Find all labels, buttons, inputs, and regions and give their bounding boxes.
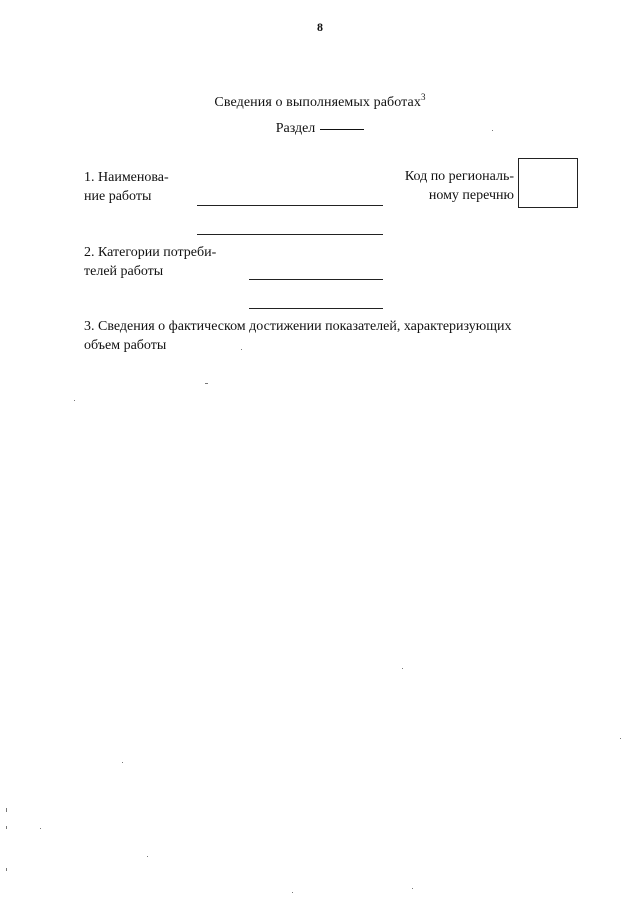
item2-label-line1: 2. Категории потреби- (84, 245, 217, 260)
section-line (0, 121, 640, 137)
item3-label (84, 317, 584, 355)
code-label (380, 167, 514, 205)
item1-label-line2: ние работы (84, 189, 152, 204)
code-box[interactable] (518, 158, 578, 208)
section-label: Раздел (275, 121, 316, 136)
scan-speck (412, 888, 413, 889)
scan-speck (6, 808, 7, 812)
scan-speck (205, 383, 208, 384)
item3-label-line1: 3. Сведения о фактическом достижении показателей, характеризующих (84, 319, 512, 334)
scan-speck (40, 828, 41, 829)
page-title (0, 92, 640, 111)
scan-speck (620, 738, 621, 739)
code-label-line2: ному перечню (428, 188, 514, 203)
item1-label (84, 168, 169, 206)
item2-label-line2: телей работы (84, 264, 164, 279)
page-number: 8 (317, 20, 323, 34)
scan-speck (241, 349, 242, 350)
item2-label (84, 243, 216, 281)
scan-speck (492, 130, 493, 131)
code-label-line1: Код по региональ- (404, 169, 514, 184)
scan-speck (122, 762, 123, 763)
item1-fill-line-2[interactable] (197, 234, 383, 235)
item2-fill-line-1[interactable] (249, 279, 383, 280)
section-number-blank[interactable] (320, 129, 364, 130)
scan-speck (292, 892, 293, 893)
item3-label-line2: объем работы (84, 338, 167, 353)
scan-speck (147, 856, 148, 857)
title-text: Сведения о выполняемых работах (214, 95, 421, 110)
scan-speck (6, 826, 7, 829)
item2-fill-line-2[interactable] (249, 308, 383, 309)
item1-fill-line-1[interactable] (197, 205, 383, 206)
scan-speck (74, 400, 75, 401)
item1-label-line1: 1. Наименова- (84, 170, 169, 185)
scan-speck (6, 868, 7, 871)
footnote-mark: 3 (420, 92, 426, 102)
scan-speck (402, 668, 403, 669)
